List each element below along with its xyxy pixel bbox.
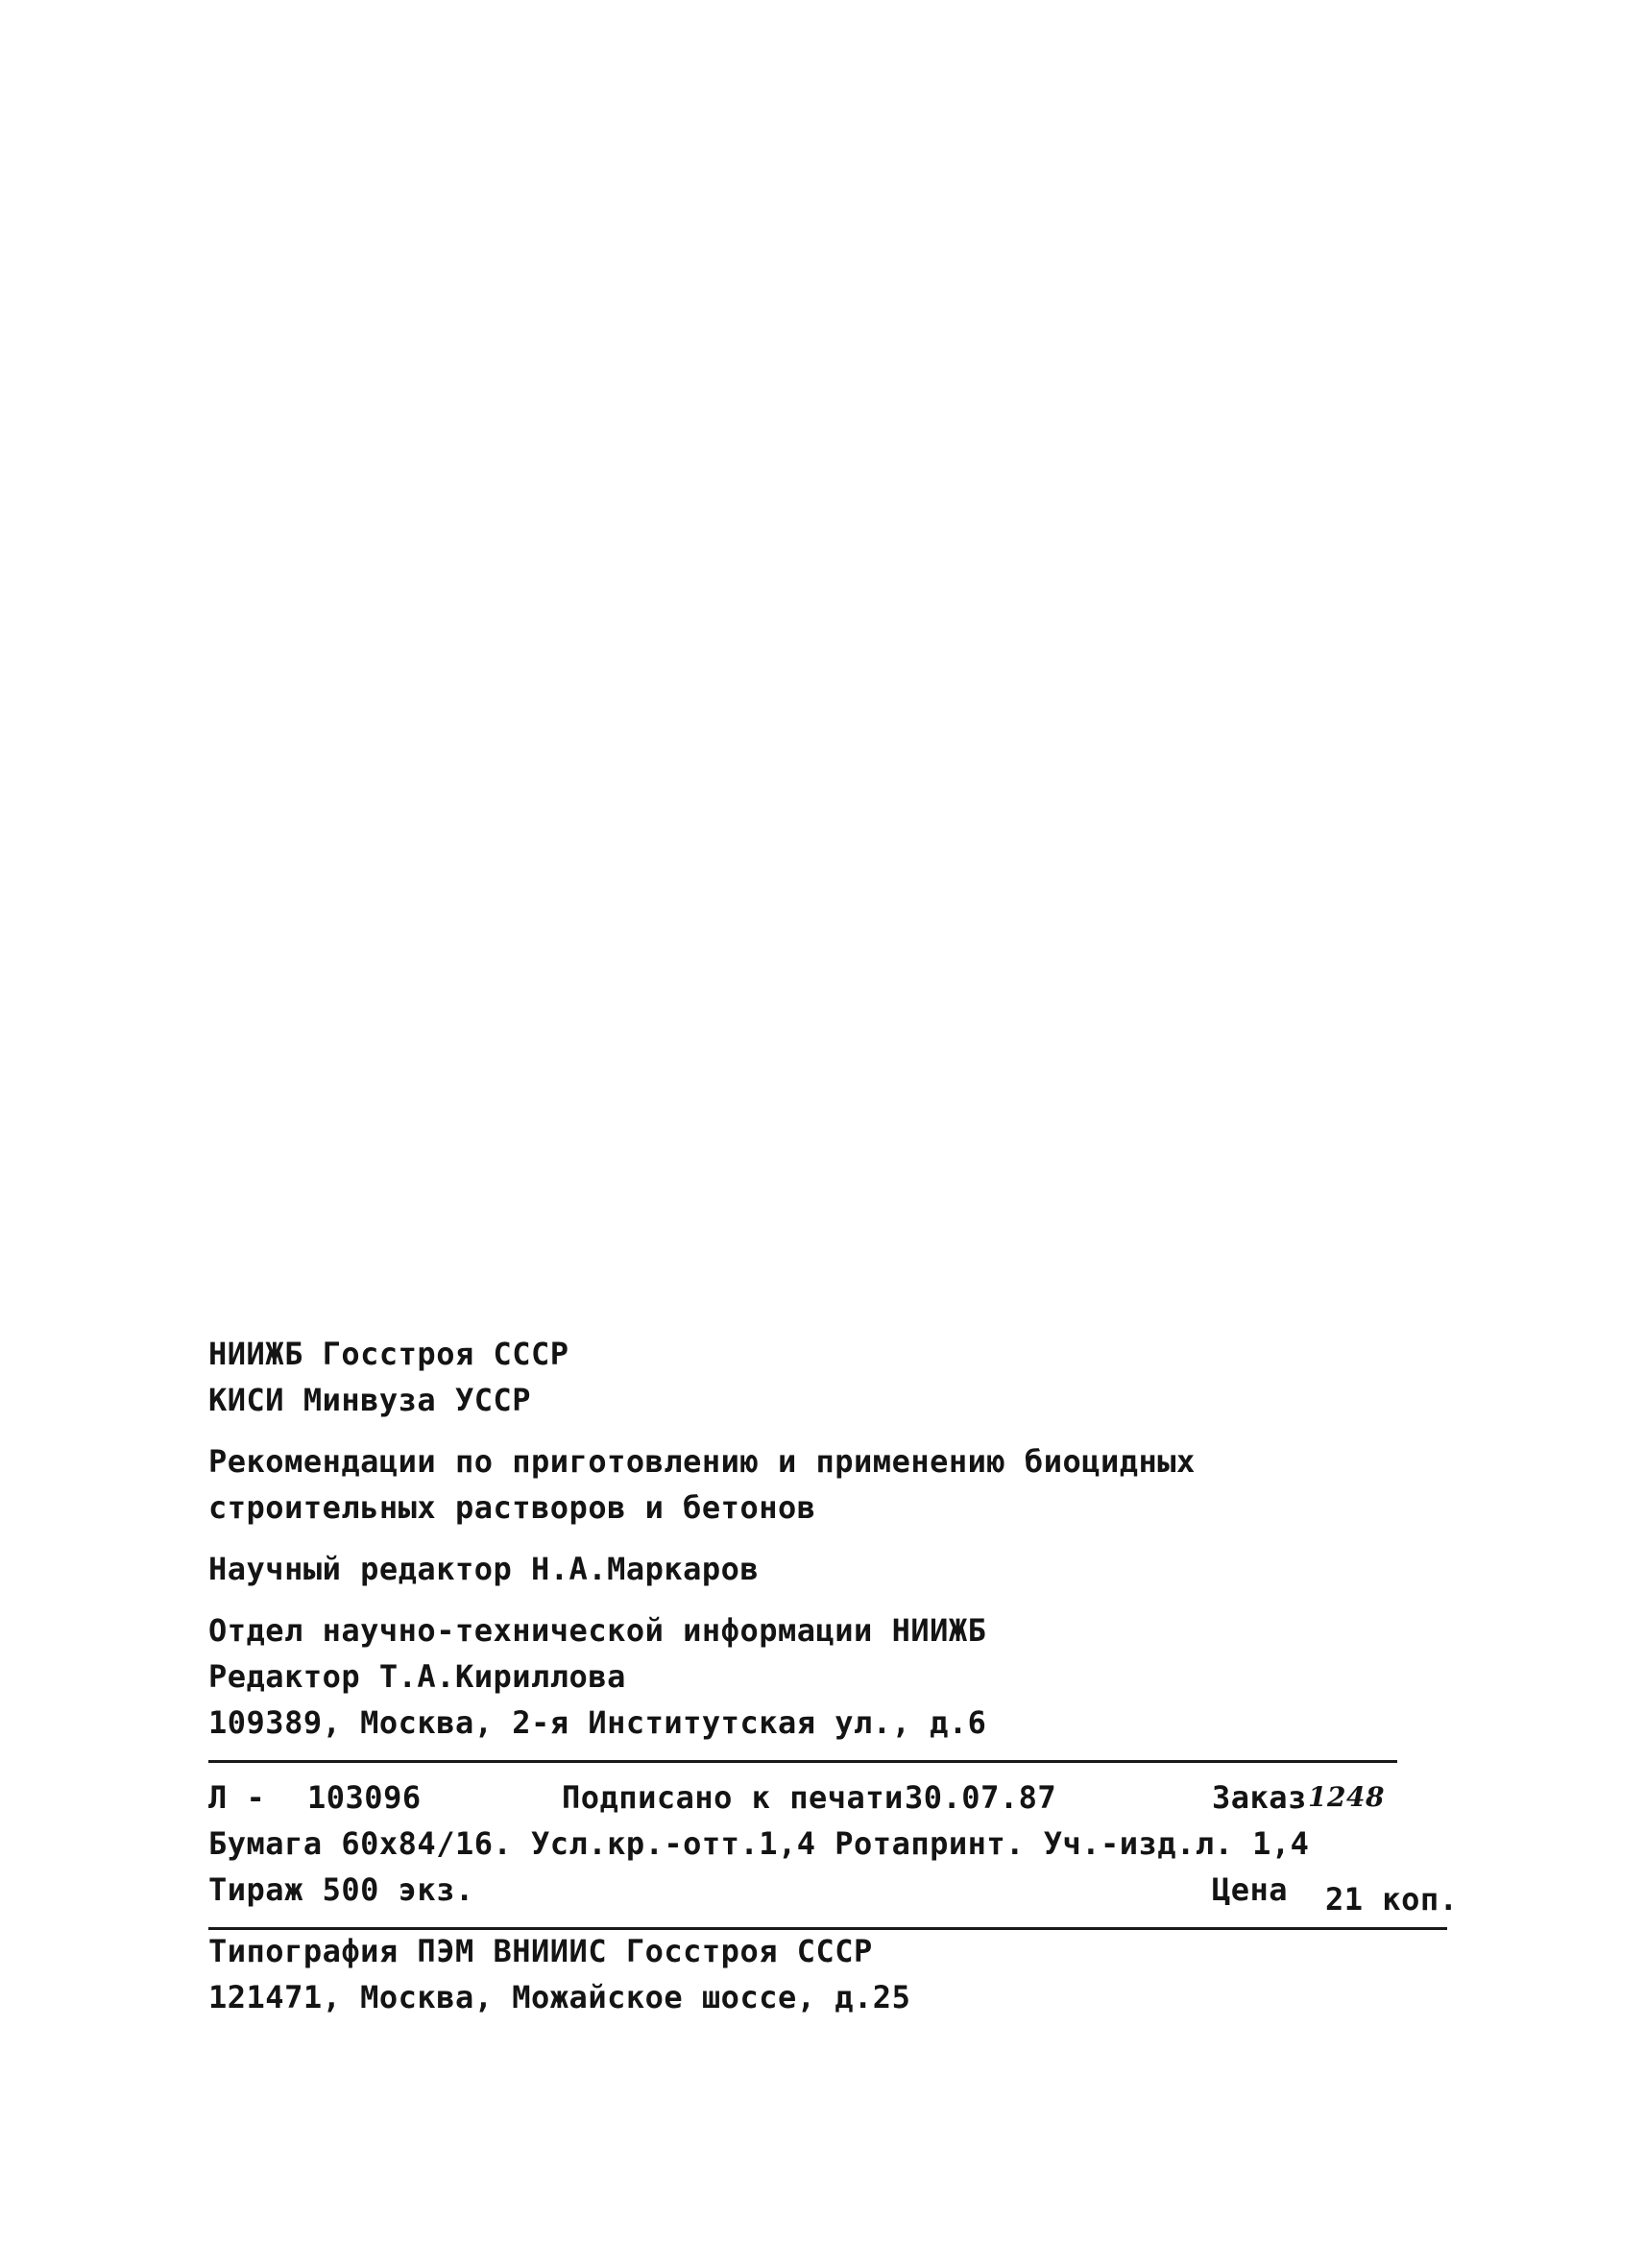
institution-line-1: НИИЖБ Госстроя СССР — [208, 1336, 569, 1372]
institution-line-2: КИСИ Минвуза УССР — [208, 1382, 532, 1418]
order-label: Заказ — [1212, 1779, 1307, 1816]
printer-address: 121471, Москва, Можайское шоссе, д.25 — [208, 1979, 911, 2015]
signed-label: Подписано к печати — [562, 1779, 904, 1816]
signed-date: 30.07.87 — [905, 1779, 1057, 1816]
license-label: Л - — [208, 1779, 266, 1816]
scientific-editor: Научный редактор Н.А.Маркаров — [208, 1551, 760, 1587]
price-label: Цена — [1212, 1871, 1289, 1908]
title-line-1: Рекомендации по приготовлению и применению биоцидных — [208, 1443, 1196, 1480]
paper-details: Бумага 60х84/16. Усл.кр.-отт.1,4 Ротапринт. Уч.-изд.л. 1,4 — [208, 1825, 1310, 1862]
editor-line: Редактор Т.А.Кириллова — [208, 1658, 626, 1695]
license-number: 103096 — [307, 1779, 422, 1816]
printer-line-1: Типография ПЭМ ВНИИИС Госстроя СССР — [208, 1933, 873, 1969]
print-run: Тираж 500 экз. — [208, 1871, 474, 1908]
price-value: 21 коп. — [1325, 1881, 1459, 1918]
divider-top — [208, 1760, 1397, 1763]
department-line-1: Отдел научно-технической информации НИИЖБ — [208, 1612, 987, 1649]
order-number: 1248 — [1308, 1781, 1385, 1813]
divider-bottom — [208, 1927, 1447, 1930]
title-line-2: строительных растворов и бетонов — [208, 1489, 816, 1526]
department-address: 109389, Москва, 2-я Институтская ул., д.6 — [208, 1704, 987, 1741]
